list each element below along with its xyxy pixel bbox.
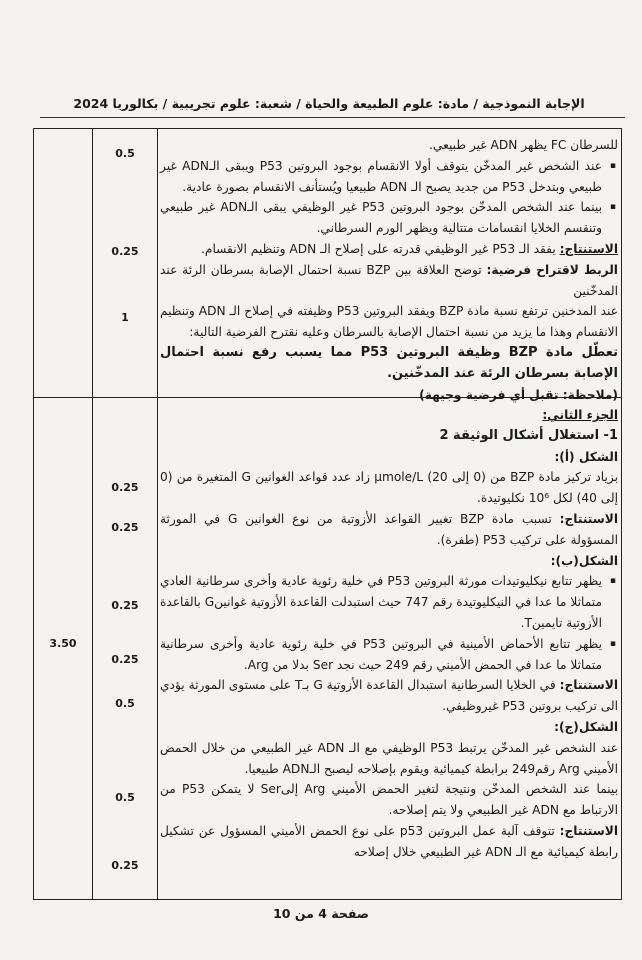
column-divider-score: [157, 129, 158, 899]
bullet-item: ▪ عند الشخص غير المدخّن يتوقف أولا الانقسام بوجود البروتين P53 ويبقى الـADN غير طبيعي وبتدخل P53 من جديد يصبح الـ ADN طبيعيا ويُستأنف الانقسام بصورة عادية.: [160, 156, 618, 198]
figure-c-label: الشكل(ج):: [554, 719, 618, 734]
score-bottom-5: 0.5: [115, 697, 135, 710]
conclusion-text: في الخلايا السرطانية استبدال القاعدة الأزوتية G بـT على مستوى المورثة يؤدي الى تركيب بروتين P53 غيروظيفي.: [160, 678, 618, 714]
bullet-item: ▪ يظهر تتابع نيكليوتيدات مورثة البروتين P53 في خلية رئوية عادية وأخرى سرطانية العادي متماثلا ما عدا في النيكليوتيدة رقم 747 حيث استبدلت القاعدة الأزوتية غوانينG بالقاعدة الأزوتية تايمينT.: [160, 571, 618, 633]
score-bottom-7: 0.25: [111, 859, 139, 872]
score-bottom-3: 0.25: [111, 599, 139, 612]
score-bottom-2: 0.25: [111, 521, 139, 534]
conclusion-paragraph: [160, 239, 618, 260]
page-footer: صفحة 4 من 10: [273, 906, 369, 921]
bullet-item: ▪ بينما عند الشخص المدخّن بوجود البروتين P53 غير الوظيفي يبقى الـADN غير طبيعي وتنقسم الخلايا انقسامات متتالية ويظهر الورم السرطاني.: [160, 197, 618, 239]
conclusion-text: يفقد الـ P53 غير الوظيفي قدرته على إصلاح الـ ADN وتنظيم الانقسام.: [201, 241, 556, 256]
document-table: [33, 128, 622, 900]
score-top-1: 0.5: [115, 147, 135, 160]
hypothesis-statement: تعطّل مادة BZP وظيفة البروتين P53 مما يسبب رفع نسبة احتمال الإصابة بسرطان الرئة عند المدخّنين.: [160, 344, 618, 381]
figure-c-text: بينما عند الشخص المدخّن ونتيجة لتغير الحمض الأميني Arg إلىSer لا يتمكن P53 من الارتباط مع ADN غير الطبيعي ولا يتم إصلاحه.: [160, 782, 618, 818]
figure-a-text: بزياد تركيز مادة BZP من (0 إلى 20) µmole/L زاد عدد قواعد الغوانين G المتغيرة من (0 إلى 40) لكل 10⁶ نكليوتيدة.: [160, 470, 618, 506]
score-top-2: 0.25: [111, 245, 139, 258]
conclusion-label: الاستنتاج:: [559, 241, 618, 256]
conclusion-text: تتوقف آلية عمل البروتين p53 على نوع الحمض الأميني المسؤول عن تشكيل رابطة كيميائية مع الـ ADN غير الطبيعي خلال إصلاحه: [160, 823, 618, 859]
conclusion-label: الاستنتاج:: [559, 511, 619, 526]
figure-c-text: عند الشخص غير المدخّن يرتبط P53 الوظيفي مع الـ ADN غير الطبيعي من خلال الحمض الأميني Arg رقم249 برابطة كيميائية ويقوم بإصلاحه ليصبح الـADN طبيعيا.: [160, 740, 619, 776]
section-total: 3.50: [49, 637, 77, 650]
score-bottom-6: 0.5: [115, 791, 135, 804]
column-divider-total: [92, 129, 93, 899]
bullet-item: ▪ يظهر تتابع الأحماض الأمينية في البروتين P53 في خلية رئوية عادية وأخرى سرطانية متماثلا ما عدا في الحمض الأميني رقم 249 حيث نجد Ser بدلا من Arg.: [160, 634, 618, 676]
top-section-content: [160, 135, 618, 405]
conclusion-label: الاستنتاج:: [559, 823, 619, 838]
text-line: عند المدخنين ترتفع نسبة مادة BZP ويفقد البروتين P53 وظيفته في إصلاح الـ ADN وتنظيم الانقسام وهذا ما يزيد من نسبة احتمال الإصابة بالسرطان وعليه نقترح الفرضية التالية:: [160, 304, 618, 340]
conclusion-label: الاستنتاج:: [559, 678, 618, 693]
hypothesis-paragraph: [160, 260, 618, 302]
page-header: الإجابة النموذجية / مادة: علوم الطبيعة والحياة / شعبة: علوم تجريبية / بكالوريا 2024: [73, 96, 585, 111]
figure-a-conclusion: [160, 509, 618, 551]
figure-b-label: الشكل(ب):: [550, 553, 618, 568]
part-title: الجزء الثاني:: [542, 408, 618, 422]
hypothesis-intro: توضح العلاقة بين BZP نسبة احتمال الإصابة بسرطان الرئة عند المدخّنين: [160, 262, 618, 298]
bottom-section-content: [160, 405, 618, 863]
figure-b-conclusion: [160, 675, 618, 717]
subtitle: 1- استغلال أشكال الوثيقة 2: [439, 427, 618, 443]
figure-a-label: الشكل (أ):: [554, 449, 618, 464]
score-top-3: 1: [121, 311, 129, 324]
hypothesis-label: الربط لاقتراح فرضية:: [486, 262, 618, 277]
conclusion-text: تسبب مادة BZP تغيير القواعد الأزوتية من نوع الغوانين G في المورثة المسؤولة على تركيب P53 (طفرة).: [160, 511, 618, 547]
note-line: (ملاحظة: تقبل أي فرضية وجيهة): [419, 387, 618, 402]
header-rule: [40, 117, 625, 118]
score-bottom-1: 0.25: [111, 481, 139, 494]
text-line: للسرطان FC يظهر ADN غير طبيعي.: [429, 138, 618, 152]
score-bottom-4: 0.25: [111, 653, 139, 666]
figure-c-conclusion: [160, 821, 618, 863]
